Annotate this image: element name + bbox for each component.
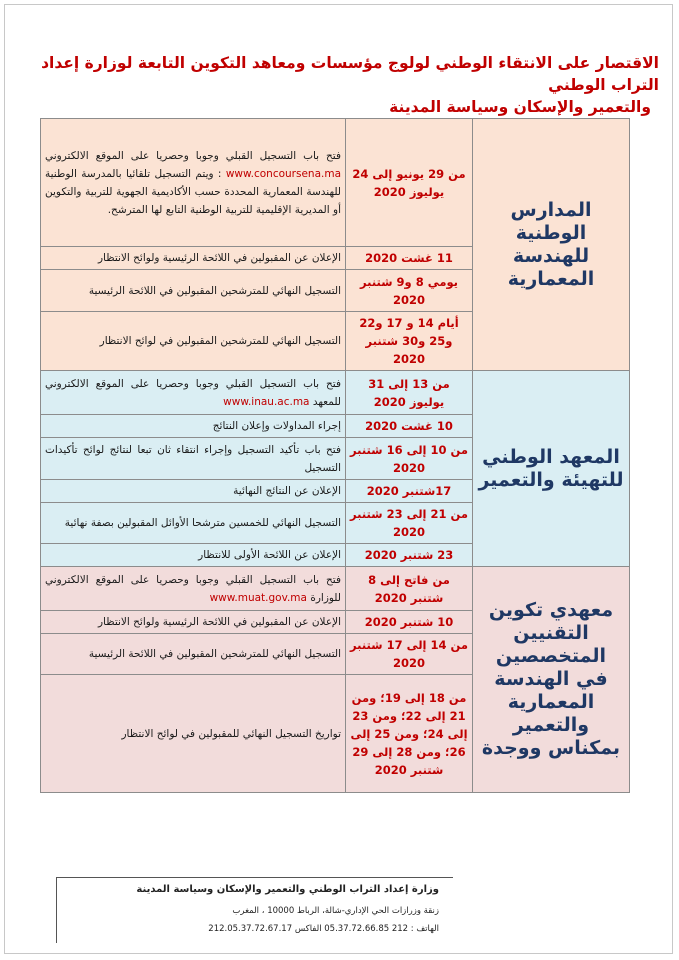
website-link[interactable]: www.inau.ac.ma	[223, 395, 310, 408]
description-text: فتح باب التسجيل القبلي وجوبا وحصريا على الموقع الالكتروني للوزارة	[45, 573, 341, 604]
description-cell	[41, 119, 346, 247]
date-cell: 10 غشت 2020	[346, 415, 473, 438]
title-line-1: الاقتصار على الانتقاء الوطني لولوج مؤسسات ومعاهد التكوين التابعة لوزارة إعداد التراب الوطني	[41, 54, 659, 94]
table-row	[41, 119, 630, 247]
date-cell: يومي 8 و9 شتنبر 2020	[346, 270, 473, 312]
description-cell: فتح باب تأكيد التسجيل وإجراء انتقاء ثان تبعا لنتائج لوائح تأكيدات التسجيل	[41, 438, 346, 480]
institution-cell: المعهد الوطني للتهيئة والتعمير	[473, 371, 630, 567]
date-cell: من 21 إلى 23 شتنبر 2020	[346, 503, 473, 544]
date-cell: 10 شتنبر 2020	[346, 611, 473, 634]
description-cell	[41, 567, 346, 611]
table-row	[41, 371, 630, 415]
footer-address: زنقة وزرازات الحي الإداري-شالة، الرباط 10000 ، المغرب	[232, 906, 439, 916]
date-cell: من فاتح إلى 8 شتنبر 2020	[346, 567, 473, 611]
description-cell: التسجيل النهائي للمترشحين المقبولين في اللائحة الرئيسية	[41, 270, 346, 312]
website-link[interactable]: www.concoursena.ma	[225, 167, 342, 180]
date-cell: 11 غشت 2020	[346, 247, 473, 270]
description-cell: الإعلان عن النتائج النهائية	[41, 480, 346, 503]
date-cell: من 10 إلى 16 شتنبر 2020	[346, 438, 473, 480]
website-link[interactable]: www.muat.gov.ma	[209, 591, 307, 604]
description-cell: الإعلان عن المقبولين في اللائحة الرئيسية ولوائح الانتظار	[41, 247, 346, 270]
table-row	[41, 567, 630, 611]
footer-ministry-name: وزارة إعداد التراب الوطني والتعمير والإسكان وسياسة المدينة	[136, 884, 439, 895]
date-cell: 17شتنبر 2020	[346, 480, 473, 503]
description-cell	[41, 371, 346, 415]
description-text: فتح باب التسجيل القبلي وجوبا وحصريا على الموقع الالكتروني	[45, 149, 341, 162]
description-cell: إجراء المداولات وإعلان النتائج	[41, 415, 346, 438]
description-cell: التسجيل النهائي للمترشحين المقبولين في اللائحة الرئيسية	[41, 634, 346, 675]
footer-contact: الهاتف : 212 05.37.72.66.85 الفاكس 212.05.37.72.67.17	[208, 924, 439, 934]
date-cell: أيام 14 و 17 و22 و25 و30 شتنبر 2020	[346, 312, 473, 371]
institution-cell: المدارس الوطنية للهندسة المعمارية	[473, 119, 630, 371]
page-title	[20, 52, 659, 118]
description-cell: تواريخ التسجيل النهائي للمقبولين في لوائح الانتظار	[41, 675, 346, 793]
description-cell: الإعلان عن اللائحة الأولى للانتظار	[41, 544, 346, 567]
schedule-table	[40, 118, 630, 793]
description-cell: التسجيل النهائي للخمسين مترشحا الأوائل المقبولين بصفة نهائية	[41, 503, 346, 544]
institution-cell: معهدي تكوين التقنيين المتخصصين في الهندسة المعمارية والتعمير بمكناس ووجدة	[473, 567, 630, 793]
description-text: فتح باب التسجيل القبلي وجوبا وحصريا على الموقع الالكتروني للمعهد	[45, 377, 341, 408]
description-text: : ويتم التسجيل تلقائيا بالمدرسة الوطنية للهندسة المعمارية المحددة حسب الأكاديمية الجهوية للتربية والتكوين أو المديرية الإقليمية للتربية الوطنية التابع لها المترشح.	[45, 167, 341, 216]
date-cell: من 18 إلى 19؛ ومن 21 إلى 22؛ ومن 23 إلى 24؛ ومن 25 إلى 26؛ ومن 28 إلى 29 شتنبر 2020	[346, 675, 473, 793]
date-cell: 23 شتنبر 2020	[346, 544, 473, 567]
date-cell: من 13 إلى 31 يوليوز 2020	[346, 371, 473, 415]
title-line-2: والتعمير والإسكان وسياسة المدينة	[389, 98, 651, 116]
date-cell: من 29 يونيو إلى 24 يوليوز 2020	[346, 119, 473, 247]
description-cell: الإعلان عن المقبولين في اللائحة الرئيسية ولوائح الانتظار	[41, 611, 346, 634]
date-cell: من 14 إلى 17 شتنبر 2020	[346, 634, 473, 675]
description-cell: التسجيل النهائي للمترشحين المقبولين في لوائح الانتظار	[41, 312, 346, 371]
ministry-footer	[56, 877, 453, 943]
